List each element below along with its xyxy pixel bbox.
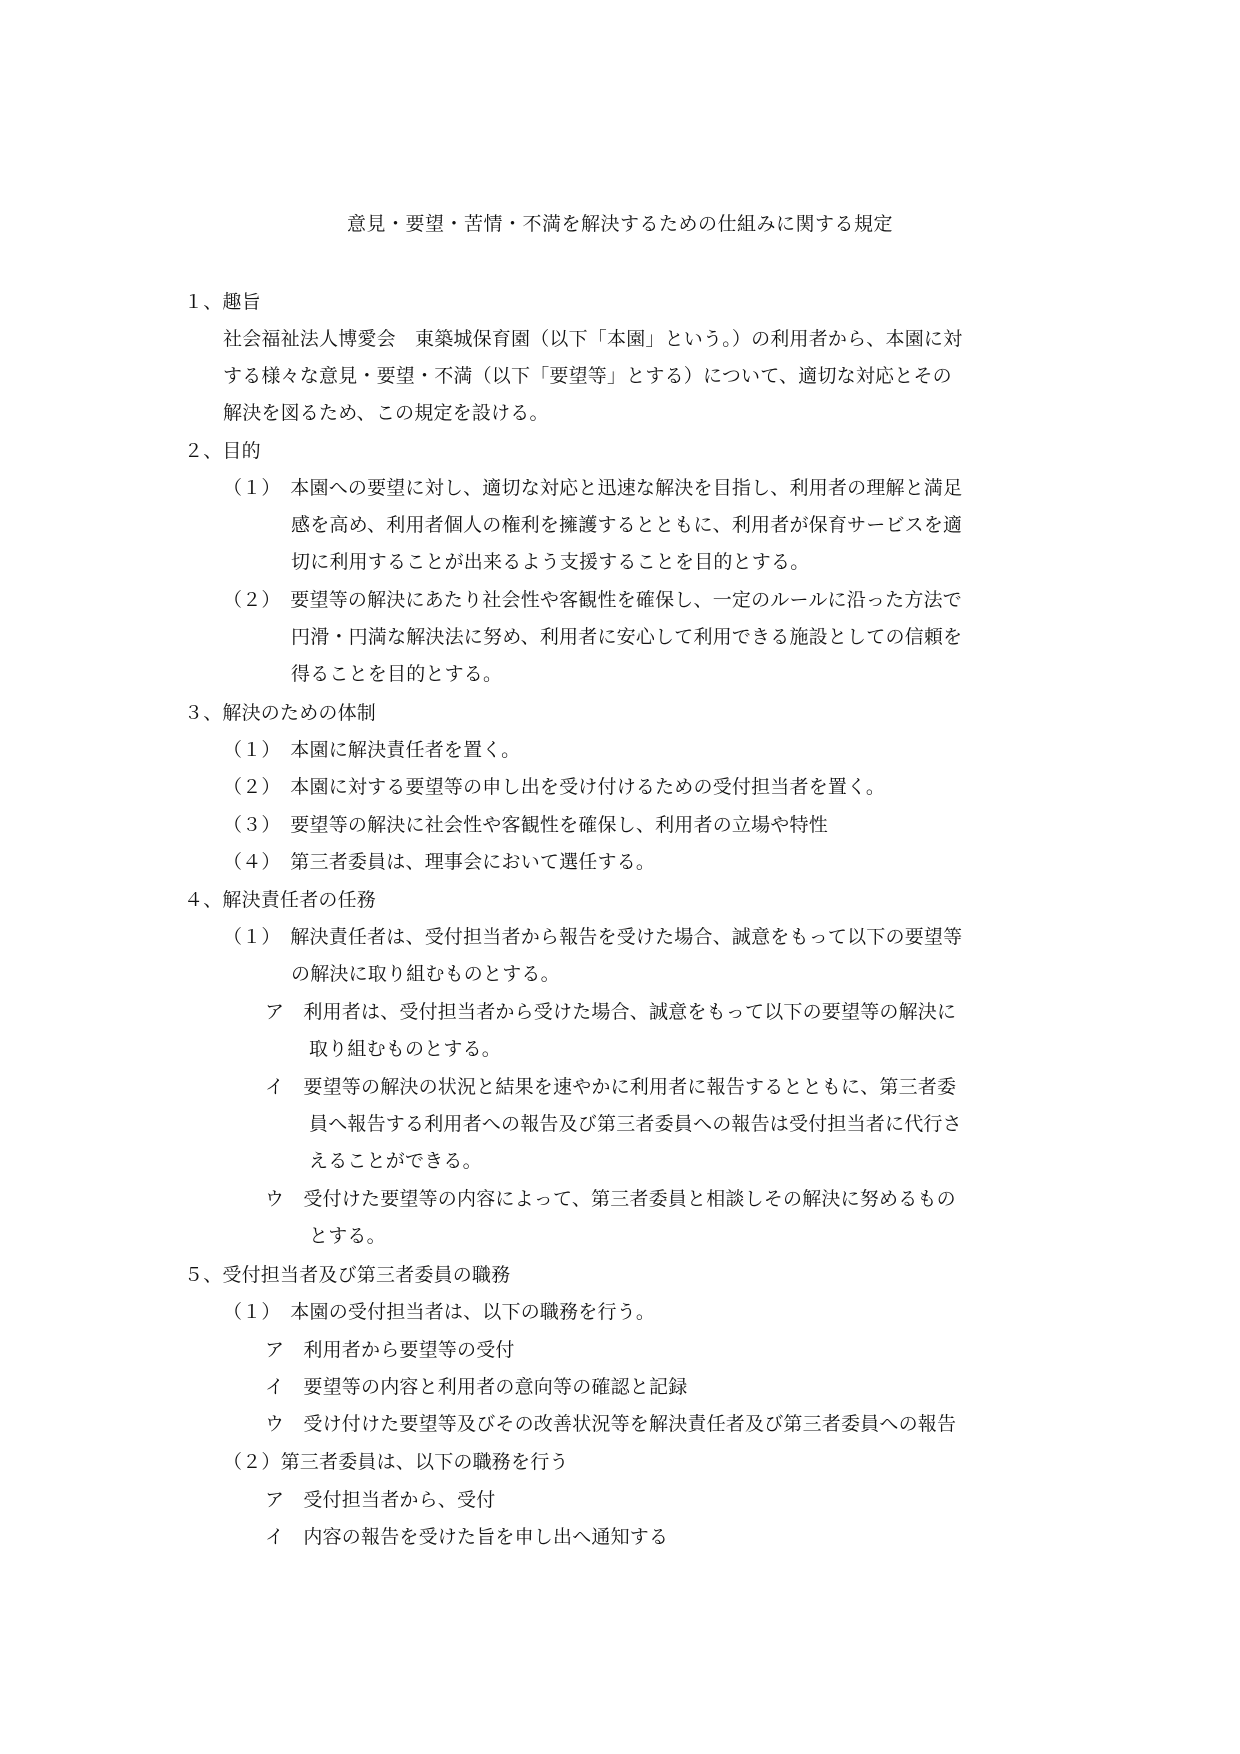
sub-item-line: ア 利用者から要望等の受付 (265, 1339, 515, 1361)
list-item-line: （４） 第三者委員は、理事会において選任する。 (223, 851, 656, 873)
list-item-line: （１） 本園の受付担当者は、以下の職務を行う。 (223, 1301, 656, 1323)
list-item-line: （２） 要望等の解決にあたり社会性や客観性を確保し、一定のルールに沿った方法で (223, 589, 962, 611)
section-3-heading: ３、解決のための体制 (184, 702, 377, 724)
sub-item-line: イ 内容の報告を受けた旨を申し出へ通知する (265, 1526, 669, 1548)
paragraph-line: 解決を図るため、この規定を設ける。 (223, 402, 549, 424)
list-item-line: （３） 要望等の解決に社会性や客観性を確保し、利用者の立場や特性 (223, 814, 828, 836)
sub-item-continuation: 取り組むものとする。 (309, 1038, 502, 1060)
sub-item-continuation: 員へ報告する利用者への報告及び第三者委員への報告は受付担当者に代行さ (309, 1113, 962, 1135)
section-1-heading: １、趣旨 (184, 291, 261, 313)
sub-item-line: ア 受付担当者から、受付 (265, 1489, 496, 1511)
document-title: 意見・要望・苦情・不満を解決するための仕組みに関する規定 (346, 213, 893, 235)
list-item-continuation: 円滑・円満な解決法に努め、利用者に安心して利用できる施設としての信頼を (291, 626, 963, 648)
list-item-line: （１） 本園への要望に対し、適切な対応と迅速な解決を目指し、利用者の理解と満足 (223, 477, 963, 499)
list-item-line: （２）第三者委員は、以下の職務を行う (223, 1451, 569, 1473)
sub-item-line: ア 利用者は、受付担当者から受けた場合、誠意をもって以下の要望等の解決に (265, 1001, 957, 1023)
sub-item-line: ウ 受付けた要望等の内容によって、第三者委員と相談しその解決に努めるもの (265, 1188, 956, 1210)
list-item-line: （１） 解決責任者は、受付担当者から報告を受けた場合、誠意をもって以下の要望等 (223, 926, 963, 948)
list-item-continuation: 切に利用することが出来るよう支援することを目的とする。 (291, 551, 810, 573)
section-4-heading: ４、解決責任者の任務 (184, 889, 377, 911)
sub-item-line: イ 要望等の解決の状況と結果を速やかに利用者に報告するとともに、第三者委 (265, 1076, 957, 1098)
section-2-heading: ２、目的 (184, 440, 261, 462)
list-item-continuation: の解決に取り組むものとする。 (291, 963, 560, 985)
list-item-line: （１） 本園に解決責任者を置く。 (223, 739, 521, 761)
list-item-continuation: 得ることを目的とする。 (291, 663, 503, 685)
paragraph-line: 社会福祉法人博愛会 東築城保育園（以下「本園」という。）の利用者から、本園に対 (223, 328, 963, 350)
paragraph-line: する様々な意見・要望・不満（以下「要望等」とする）について、適切な対応とその (223, 365, 952, 387)
section-5-heading: ５、受付担当者及び第三者委員の職務 (184, 1264, 511, 1286)
list-item-continuation: 感を高め、利用者個人の権利を擁護するとともに、利用者が保育サービスを適 (291, 514, 963, 536)
list-item-line: （２） 本園に対する要望等の申し出を受け付けるための受付担当者を置く。 (223, 776, 886, 798)
sub-item-continuation: えることができる。 (309, 1150, 482, 1172)
sub-item-line: ウ 受け付けた要望等及びその改善状況等を解決責任者及び第三者委員への報告 (265, 1413, 957, 1435)
sub-item-line: イ 要望等の内容と利用者の意向等の確認と記録 (265, 1376, 688, 1398)
sub-item-continuation: とする。 (309, 1225, 386, 1247)
